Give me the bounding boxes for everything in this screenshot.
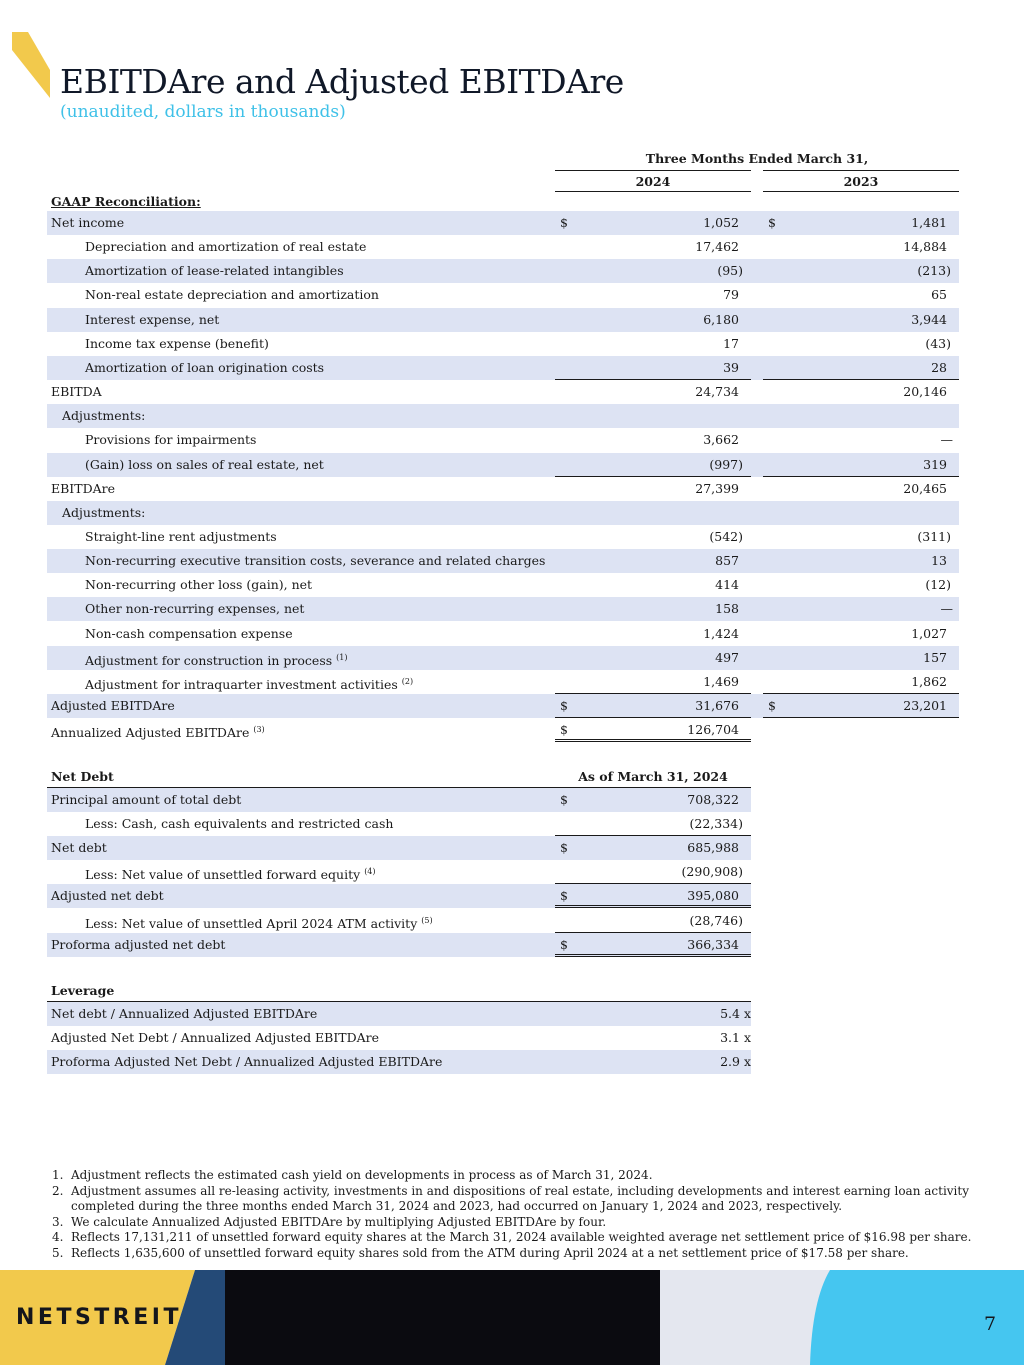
value-cell-col1 — [555, 549, 751, 573]
footnote-number: 2. — [52, 1183, 64, 1198]
row-label — [51, 1026, 379, 1050]
dollar-sign: $ — [768, 215, 776, 230]
value-cell-col1 — [555, 1002, 751, 1026]
footnote-ref: (4) — [364, 867, 376, 877]
leverage-row — [47, 1050, 751, 1074]
amount: 366,334 — [687, 936, 739, 952]
row-label — [51, 788, 241, 812]
value-cell-col2 — [763, 525, 959, 549]
reconciliation-row — [47, 525, 959, 549]
value-cell-col1 — [555, 235, 751, 259]
value-cell-col1 — [555, 356, 751, 380]
amount: (290,908) — [681, 864, 743, 880]
row-label-text: Interest expense, net — [85, 311, 220, 327]
footnote-item — [52, 1215, 982, 1231]
net-debt-label: Net Debt — [51, 769, 114, 784]
row-label-text: Principal amount of total debt — [51, 792, 242, 807]
amount: (43) — [925, 335, 951, 351]
row-label — [85, 356, 324, 380]
amount: 708,322 — [687, 792, 739, 807]
row-label — [51, 380, 102, 404]
row-label — [51, 477, 115, 501]
amount: 20,465 — [903, 480, 947, 496]
footnote-text: We calculate Annualized Adjusted EBITDAre by multiplying Adjusted EBITDAre by four. — [71, 1214, 607, 1229]
corner-accent-shape — [10, 30, 50, 100]
reconciliation-row — [47, 549, 959, 573]
amount: 17,462 — [695, 239, 739, 255]
row-label-text: Adjusted Net Debt / Annualized Adjusted EBITDAre — [51, 1030, 380, 1046]
value-cell-col2 — [763, 428, 959, 452]
amount: 65 — [931, 287, 947, 303]
row-label — [85, 573, 312, 597]
amount: 3.1 x — [720, 1030, 751, 1046]
value-cell-col2 — [763, 356, 959, 380]
row-label — [85, 597, 304, 621]
amount: (311) — [917, 528, 951, 544]
amount: 24,734 — [695, 384, 739, 400]
netstreit-logo: NETSTREIT — [16, 1305, 182, 1330]
dollar-sign: $ — [560, 698, 568, 713]
reconciliation-row — [47, 694, 959, 718]
amount: 395,080 — [687, 888, 739, 904]
row-label — [51, 211, 124, 235]
amount: 3,662 — [703, 432, 739, 448]
row-label — [85, 909, 433, 936]
row-label-text: Non-recurring executive transition costs, severance and related charges — [85, 553, 546, 569]
amount: 6,180 — [703, 311, 739, 327]
dollar-sign: $ — [560, 215, 568, 230]
value-cell-col1 — [555, 933, 751, 957]
row-label-text: Net debt — [51, 840, 107, 856]
amount: 20,146 — [903, 384, 947, 400]
value-cell-col1 — [555, 259, 751, 283]
value-cell-col1 — [555, 380, 751, 404]
footnote-text: Adjustment reflects the estimated cash yield on developments in process as of March 31, 2024. — [71, 1168, 653, 1182]
value-cell-col2 — [763, 211, 959, 235]
footnote-number: 3. — [52, 1214, 64, 1229]
row-label-text: Annualized Adjusted EBITDAre — [51, 725, 250, 741]
footnote-item — [52, 1168, 982, 1184]
row-label-text: Amortization of loan origination costs — [85, 359, 325, 375]
amount: 319 — [923, 456, 947, 472]
value-cell-col2 — [763, 549, 959, 573]
leverage-header-row — [47, 979, 959, 1003]
reconciliation-row — [47, 211, 959, 235]
value-cell-col1 — [555, 477, 751, 501]
row-label-text: Income tax expense (benefit) — [85, 335, 269, 351]
year-2023-header: 2023 — [763, 170, 959, 192]
net-debt-row — [47, 860, 751, 884]
amount: (12) — [925, 577, 951, 593]
page-number: 7 — [984, 1313, 997, 1335]
value-cell-col1 — [555, 1026, 751, 1050]
net-debt-row — [47, 933, 751, 957]
row-label-text: Adjustment for construction in process — [85, 652, 333, 668]
value-cell-col2 — [763, 573, 959, 597]
row-label — [85, 549, 545, 573]
row-label-text: Net debt / Annualized Adjusted EBITDAre — [51, 1006, 318, 1021]
reconciliation-row — [47, 308, 959, 332]
amount: 1,052 — [703, 215, 739, 230]
value-cell-col2 — [763, 283, 959, 307]
reconciliation-row — [47, 646, 959, 670]
value-cell-col1 — [555, 812, 751, 836]
value-cell-col1 — [555, 573, 751, 597]
amount: 23,201 — [903, 698, 947, 713]
value-cell-col1 — [555, 1050, 751, 1074]
reconciliation-row — [47, 356, 959, 380]
row-label — [85, 525, 277, 549]
row-label — [51, 1050, 442, 1074]
reconciliation-row — [47, 332, 959, 356]
reconciliation-row — [47, 670, 959, 694]
net-debt-row — [47, 836, 751, 860]
footnote-ref: (1) — [336, 652, 348, 662]
net-debt-row — [47, 812, 751, 836]
row-label — [85, 308, 219, 332]
value-cell-col1 — [555, 670, 751, 694]
amount: 158 — [715, 601, 739, 617]
amount: — — [940, 432, 953, 448]
value-cell-col1 — [555, 597, 751, 621]
amount: 27,399 — [695, 480, 739, 496]
value-cell-col1 — [555, 836, 751, 860]
reconciliation-row — [47, 622, 959, 646]
footnote-item — [52, 1246, 982, 1262]
amount: 414 — [715, 577, 739, 593]
value-cell-col2 — [763, 235, 959, 259]
page-title: EBITDAre and Adjusted EBITDAre — [60, 62, 624, 101]
value-cell-col2 — [763, 259, 959, 283]
net-debt-row — [47, 909, 751, 933]
row-label-text: EBITDAre — [51, 480, 116, 496]
amount: 1,027 — [911, 625, 947, 641]
reconciliation-row — [47, 718, 959, 742]
leverage-label: Leverage — [51, 983, 115, 998]
footnote-ref: (5) — [421, 915, 433, 925]
amount: 1,424 — [703, 625, 739, 641]
row-label — [51, 1002, 317, 1026]
value-cell-col1 — [555, 909, 751, 933]
footnote-number: 5. — [52, 1245, 64, 1260]
amount: 5.4 x — [720, 1006, 751, 1021]
amount: 157 — [923, 649, 947, 665]
page-subtitle: (unaudited, dollars in thousands) — [60, 102, 346, 122]
row-label-text: Less: Net value of unsettled forward equity — [85, 867, 361, 883]
period-header: Three Months Ended March 31, — [645, 151, 869, 166]
reconciliation-row — [47, 380, 959, 404]
row-label-text: Amortization of lease-related intangibles — [85, 263, 344, 279]
amount: 39 — [723, 359, 739, 375]
footnote-ref: (3) — [253, 725, 265, 735]
row-label — [51, 884, 164, 908]
footnote-number: 1. — [52, 1168, 64, 1182]
value-cell-col1 — [555, 788, 751, 812]
amount: 497 — [715, 649, 739, 665]
row-label-text: Adjustments: — [62, 408, 146, 424]
row-label-text: Straight-line rent adjustments — [85, 528, 277, 544]
footnote-number: 4. — [52, 1230, 64, 1244]
value-cell-col1 — [555, 525, 751, 549]
row-label — [62, 501, 145, 525]
value-cell-col2 — [763, 453, 959, 477]
footnote-item — [52, 1184, 982, 1215]
reconciliation-row — [47, 477, 959, 501]
row-label-text: Less: Net value of unsettled April 2024 ATM activity — [85, 915, 418, 931]
amount: — — [940, 601, 953, 617]
value-cell-col1 — [555, 622, 751, 646]
row-label-text: Less: Cash, cash equivalents and restricted cash — [85, 816, 394, 832]
row-label — [51, 933, 225, 957]
dollar-sign: $ — [560, 840, 568, 856]
footnote-item — [52, 1230, 982, 1246]
footnote-text: Reflects 17,131,211 of unsettled forward equity shares at the March 31, 2024 available weighted average net settlement price of $16.98 per share. — [71, 1230, 972, 1244]
amount: (997) — [709, 456, 743, 472]
footnote-text: Adjustment assumes all re-leasing activity, investments in and dispositions of real estate, including developments and interest earning loan activity completed during the three months ended March 31, 2024 and 2023, had occurred on January 1, 2024 and 2023, respectively. — [71, 1183, 969, 1213]
amount: 685,988 — [687, 840, 739, 856]
amount: 17 — [723, 335, 739, 351]
leverage-row — [47, 1026, 751, 1050]
row-label-text: EBITDA — [51, 384, 102, 400]
amount: (28,746) — [689, 912, 743, 928]
amount: 1,469 — [703, 673, 739, 689]
row-label — [51, 836, 107, 860]
row-label — [85, 235, 366, 259]
value-cell-col2 — [763, 308, 959, 332]
row-label-text: (Gain) loss on sales of real estate, net — [85, 456, 324, 472]
dollar-sign: $ — [560, 936, 568, 952]
row-label — [62, 404, 145, 428]
amount: 3,944 — [911, 311, 947, 327]
value-cell-col2 — [763, 646, 959, 670]
value-cell-col2 — [763, 477, 959, 501]
row-label-text: Non-cash compensation expense — [85, 625, 293, 641]
row-label-text: Proforma Adjusted Net Debt / Annualized Adjusted EBITDAre — [51, 1054, 443, 1070]
reconciliation-row — [47, 453, 959, 477]
row-label — [85, 259, 344, 283]
dollar-sign: $ — [560, 792, 568, 807]
reconciliation-row — [47, 573, 959, 597]
dollar-sign: $ — [560, 722, 568, 738]
value-cell-col1 — [555, 211, 751, 235]
amount: 2.9 x — [720, 1054, 751, 1070]
value-cell-col1 — [555, 860, 751, 884]
row-label-text: Provisions for impairments — [85, 432, 257, 448]
row-label — [85, 428, 256, 452]
value-cell-col2 — [763, 694, 959, 718]
amount: (22,334) — [689, 816, 743, 832]
value-cell-col1 — [555, 453, 751, 477]
amount: 126,704 — [687, 722, 739, 738]
gaap-reconciliation-label: GAAP Reconciliation: — [51, 194, 201, 209]
reconciliation-row — [47, 428, 959, 452]
row-label-text: Net income — [51, 215, 125, 230]
amount: 1,481 — [911, 215, 947, 230]
net-debt-row — [47, 884, 751, 908]
net-debt-header-row — [47, 765, 959, 789]
amount: (95) — [717, 263, 743, 279]
reconciliation-row — [47, 235, 959, 259]
row-label — [85, 332, 269, 356]
amount: 857 — [715, 553, 739, 569]
value-cell-col2 — [763, 332, 959, 356]
reconciliation-row — [47, 404, 959, 428]
dollar-sign: $ — [768, 698, 776, 713]
row-label-text: Non-recurring other loss (gain), net — [85, 577, 313, 593]
amount: 28 — [931, 359, 947, 375]
amount: (542) — [709, 528, 743, 544]
value-cell-col1 — [555, 332, 751, 356]
value-cell-col2 — [763, 622, 959, 646]
row-label — [85, 646, 347, 673]
reconciliation-row — [47, 501, 959, 525]
row-label-text: Adjusted net debt — [51, 888, 164, 904]
footnote-text: Reflects 1,635,600 of unsettled forward equity shares sold from the ATM during April 2024 at a net settlement price of $17.58 per share. — [71, 1245, 909, 1260]
row-label — [85, 453, 324, 477]
row-label — [85, 670, 413, 697]
value-cell-col1 — [555, 283, 751, 307]
value-cell-col1 — [555, 428, 751, 452]
value-cell-col1 — [555, 646, 751, 670]
amount: 31,676 — [695, 698, 739, 713]
value-cell-col1 — [555, 694, 751, 718]
row-label-text: Non-real estate depreciation and amortization — [85, 287, 379, 303]
amount: (213) — [917, 263, 951, 279]
value-cell-col2 — [763, 670, 959, 694]
row-label — [85, 622, 293, 646]
value-cell-col2 — [763, 597, 959, 621]
reconciliation-row — [47, 259, 959, 283]
row-label-text: Adjustment for intraquarter investment activities — [85, 676, 398, 692]
amount: 79 — [723, 287, 739, 303]
reconciliation-row — [47, 597, 959, 621]
row-label — [85, 283, 379, 307]
value-cell-col2 — [763, 380, 959, 404]
amount: 1,862 — [911, 673, 947, 689]
as-of-header: As of March 31, 2024 — [578, 769, 728, 784]
amount: 13 — [931, 553, 947, 569]
net-debt-row — [47, 788, 751, 812]
row-label-text: Adjusted EBITDAre — [51, 698, 175, 713]
amount: 14,884 — [903, 239, 947, 255]
row-label-text: Adjustments: — [62, 504, 146, 520]
value-cell-col1 — [555, 884, 751, 908]
value-cell-col1 — [555, 308, 751, 332]
year-2024-header: 2024 — [555, 170, 751, 192]
row-label-text: Depreciation and amortization of real estate — [85, 239, 367, 255]
footnotes — [52, 1168, 982, 1261]
dollar-sign: $ — [560, 888, 568, 904]
row-label — [51, 718, 265, 745]
row-label-text: Other non-recurring expenses, net — [85, 601, 305, 617]
row-label — [85, 860, 376, 887]
reconciliation-row — [47, 283, 959, 307]
row-label-text: Proforma adjusted net debt — [51, 936, 226, 952]
value-cell-col1 — [555, 718, 751, 742]
leverage-row — [47, 1002, 751, 1026]
row-label — [85, 812, 393, 836]
row-label — [51, 694, 175, 718]
footnote-ref: (2) — [401, 676, 414, 686]
